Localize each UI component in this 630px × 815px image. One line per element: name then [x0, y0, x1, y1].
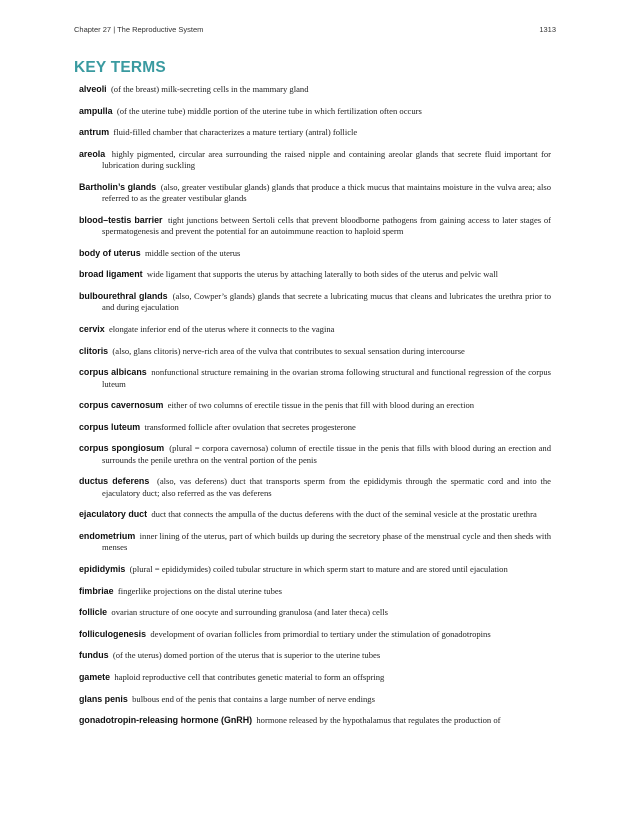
- glossary-definition: middle section of the uterus: [144, 247, 241, 258]
- glossary-definition: (of the uterine tube) middle portion of the uterine tube in which fertilization often occurs: [116, 105, 422, 116]
- glossary-definition: wide ligament that supports the uterus by attaching laterally to both sides of the uterus and pelvic wall: [146, 269, 498, 280]
- glossary-entry: [79, 127, 551, 138]
- glossary-term: bulbourethral glands: [79, 290, 168, 301]
- glossary-definition: fluid-filled chamber that characterizes a mature tertiary (antral) follicle: [113, 127, 358, 138]
- glossary-definition: (also, Cowper’s glands) glands that secrete a lubricating mucus that cleans and lubricates the urethra prior to and during ejaculation: [102, 290, 551, 313]
- glossary-definition: elongate inferior end of the uterus where it connects to the vagina: [108, 323, 335, 334]
- glossary-entry: [79, 291, 551, 314]
- glossary-entry: [79, 586, 551, 597]
- glossary-entry: [79, 607, 551, 618]
- glossary-term: fimbriae: [79, 585, 114, 596]
- glossary-definition: (also, greater vestibular glands) glands that produce a thick mucus that maintains moisture in the vulva area; also referred to as the greater vestibular glands: [102, 181, 551, 204]
- glossary-entry: [79, 149, 551, 172]
- glossary-term: corpus luteum: [79, 421, 141, 432]
- glossary-entry: [79, 400, 551, 411]
- page-header: [74, 25, 556, 34]
- glossary-entry: [79, 509, 551, 520]
- glossary-entry: [79, 84, 551, 95]
- glossary-term: alveoli: [79, 84, 107, 94]
- glossary-entry: [79, 106, 551, 117]
- glossary-term: gonadotropin-releasing hormone (GnRH): [79, 715, 253, 726]
- glossary-definition: development of ovarian follicles from primordial to tertiary under the stimulation of gonadotropins: [150, 628, 491, 639]
- glossary-definition: haploid reproductive cell that contributes genetic material to form an offspring: [114, 671, 385, 682]
- glossary-entry: [79, 324, 551, 335]
- glossary-entry: [79, 367, 551, 390]
- glossary-entry: [79, 650, 551, 661]
- glossary-term: ductus deferens: [79, 476, 150, 487]
- glossary-term: ampulla: [79, 105, 113, 116]
- glossary-entry: [79, 248, 551, 259]
- chapter-title: Chapter 27 | The Reproductive System: [74, 25, 204, 34]
- glossary-definition: (of the uterus) domed portion of the uterus that is superior to the uterine tubes: [112, 650, 381, 661]
- glossary-entry: [79, 715, 551, 726]
- glossary-term: blood–testis barrier: [79, 214, 163, 225]
- glossary-entry: [79, 694, 551, 705]
- glossary-entry: [79, 443, 551, 466]
- glossary-definition: fingerlike projections on the distal uterine tubes: [117, 585, 283, 596]
- glossary-term: corpus albicans: [79, 367, 147, 378]
- glossary-entry: [79, 182, 551, 205]
- glossary-definition: (also, vas deferens) duct that transports sperm from the epididymis through the spermatic cord and into the ejaculatory duct; also referred as the vas deferens: [102, 476, 552, 498]
- glossary-definition: nonfunctional structure remaining in the ovarian stroma following structural and functional regression of the corpus luteum: [102, 367, 552, 389]
- glossary-definition: bulbous end of the penis that contains a large number of nerve endings: [132, 693, 375, 704]
- glossary-term: cervix: [79, 323, 105, 334]
- glossary-definition: inner lining of the uterus, part of which builds up during the secretory phase of the menstrual cycle and then sheds with menses: [102, 530, 552, 553]
- glossary-term: folliculogenesis: [79, 628, 147, 639]
- glossary-definition: (plural = corpora cavernosa) column of erectile tissue in the penis that fills with blood during an erection and surrounds the penile urethra on the ventral portion of the penis: [102, 443, 551, 465]
- glossary-definition: tight junctions between Sertoli cells that prevent bloodborne pathogens from gaining access to later stages of spermatogenesis and prevent the potential for an autoimmune reaction to haploid sperm: [102, 214, 552, 237]
- glossary-definition: either of two columns of erectile tissue in the penis that fill with blood during an erection: [167, 400, 475, 411]
- glossary-term: gamete: [79, 671, 111, 682]
- glossary-term: fundus: [79, 650, 109, 661]
- glossary-entry: [79, 564, 551, 575]
- glossary-definition: transformed follicle after ovulation that secretes progesterone: [144, 421, 356, 432]
- glossary-term: corpus cavernosum: [79, 400, 164, 411]
- glossary-term: clitoris: [79, 345, 109, 356]
- glossary-entry: [79, 422, 551, 433]
- glossary-entry: [79, 531, 551, 554]
- glossary-definition: (of the breast) milk-secreting cells in the mammary gland: [110, 84, 309, 94]
- key-terms-list: [79, 84, 551, 737]
- glossary-entry: [79, 269, 551, 280]
- glossary-term: epididymis: [79, 563, 126, 574]
- glossary-term: glans penis: [79, 693, 128, 704]
- glossary-entry: [79, 476, 551, 499]
- glossary-term: corpus spongiosum: [79, 443, 165, 454]
- glossary-term: body of uterus: [79, 247, 141, 258]
- glossary-definition: duct that connects the ampulla of the ductus deferens with the duct of the seminal vesicle at the prostatic urethra: [151, 509, 537, 520]
- glossary-term: antrum: [79, 127, 110, 138]
- glossary-definition: ovarian structure of one oocyte and surrounding granulosa (and later theca) cells: [111, 607, 388, 618]
- glossary-term: areola: [79, 148, 106, 159]
- glossary-definition: (also, glans clitoris) nerve-rich area of the vulva that contributes to sexual sensation during intercourse: [112, 345, 465, 356]
- glossary-term: follicle: [79, 607, 108, 618]
- glossary-definition: highly pigmented, circular area surrounding the raised nipple and containing areolar glands that secrete fluid important for lubrication during suckling: [102, 148, 552, 171]
- glossary-entry: [79, 672, 551, 683]
- glossary-entry: [79, 629, 551, 640]
- section-title: KEY TERMS: [74, 59, 166, 76]
- glossary-entry: [79, 215, 551, 238]
- glossary-definition: (plural = epididymides) coiled tubular structure in which sperm start to mature and are stored until ejaculation: [129, 563, 508, 574]
- glossary-entry: [79, 346, 551, 357]
- glossary-term: endometrium: [79, 530, 136, 541]
- glossary-definition: hormone released by the hypothalamus that regulates the production of: [256, 715, 501, 726]
- glossary-term: ejaculatory duct: [79, 509, 148, 520]
- glossary-term: Bartholin’s glands: [79, 181, 157, 192]
- page-number: 1313: [539, 25, 556, 34]
- glossary-term: broad ligament: [79, 269, 143, 280]
